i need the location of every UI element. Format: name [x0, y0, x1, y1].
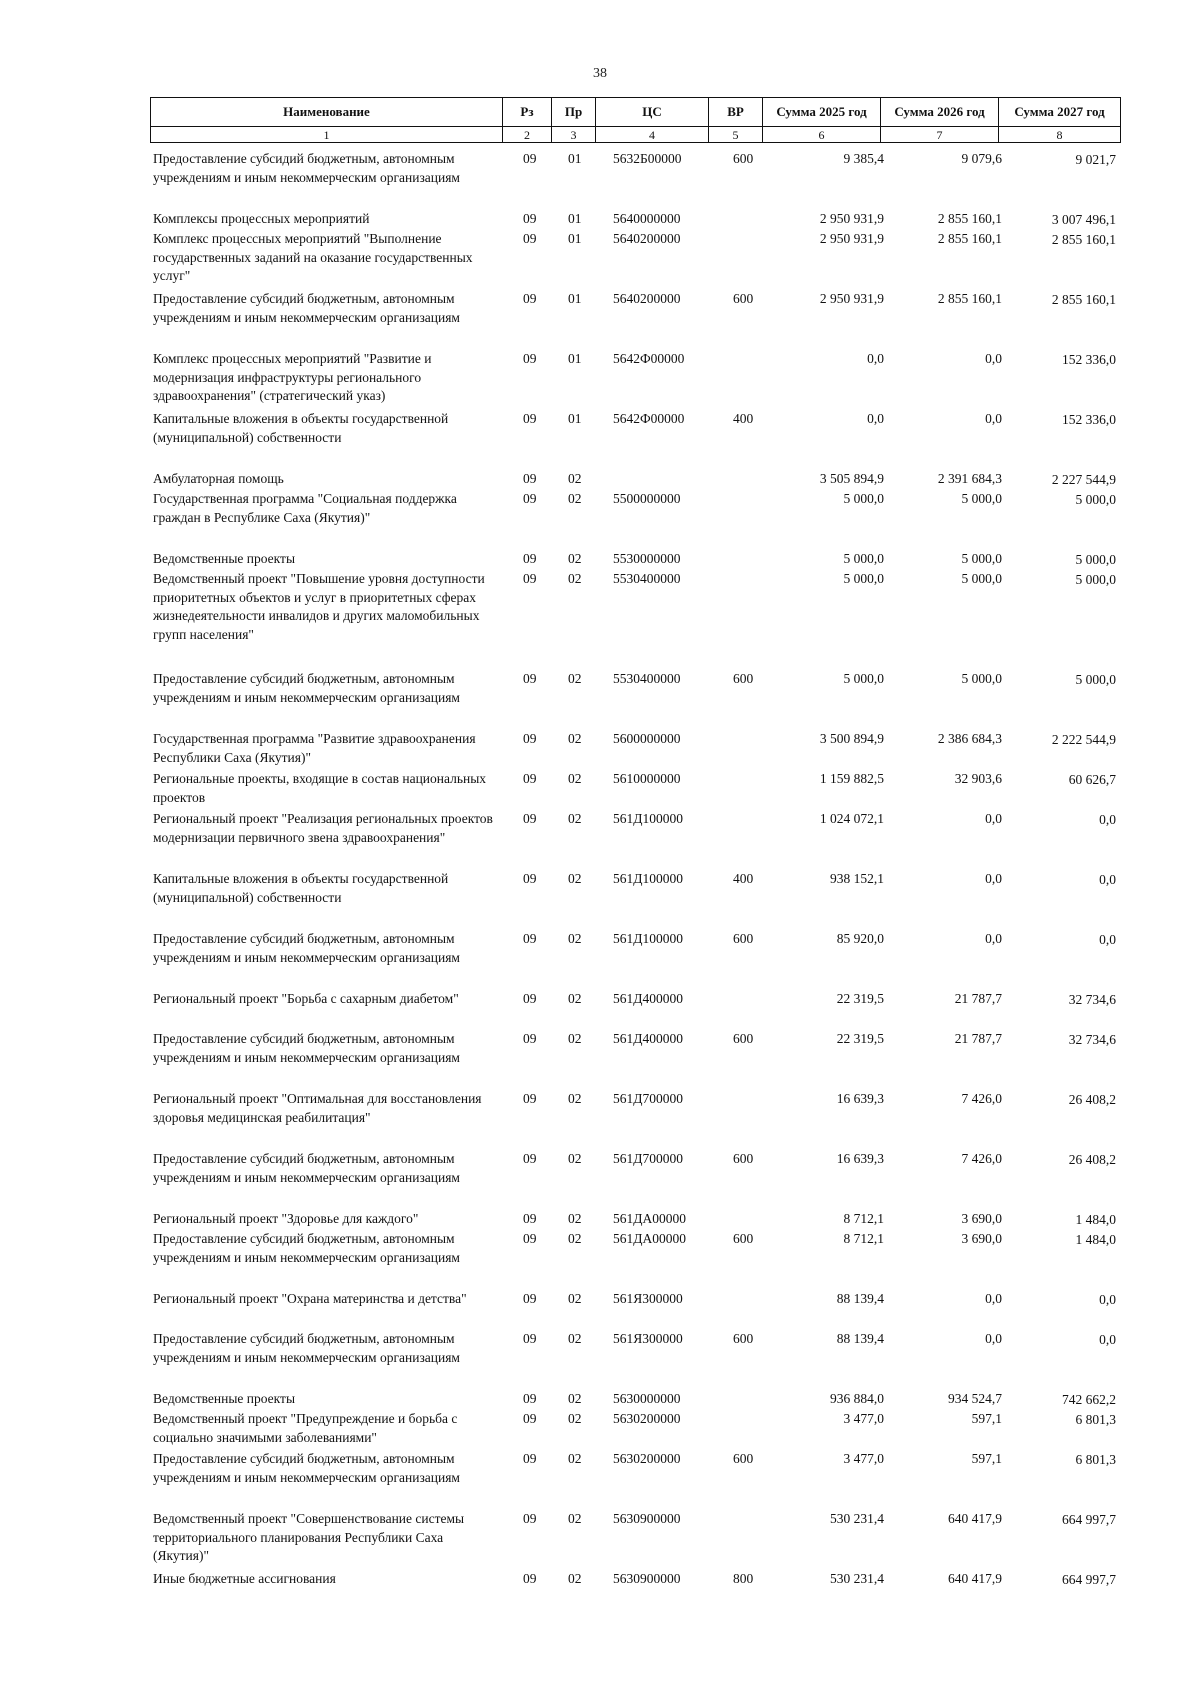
col-header-name: Наименование	[151, 98, 503, 127]
table-row	[150, 1230, 1120, 1290]
cell-rz: 09	[523, 931, 537, 946]
cell-cs: 5642Ф00000	[613, 411, 685, 426]
cell-sum-2026: 5 000,0	[961, 491, 1002, 506]
cell-sum-2026: 0,0	[985, 351, 1002, 366]
cell-sum-2027: 1 484,0	[1075, 1212, 1116, 1227]
cell-sum-2025: 5 000,0	[843, 671, 884, 686]
cell-name: Ведомственные проекты	[153, 551, 296, 566]
cell-vr: 600	[733, 151, 754, 166]
cell-rz: 09	[523, 671, 537, 686]
cell-name: Государственная программа "Социальная поддержка граждан в Республике Саха (Якутия)"	[153, 491, 457, 525]
cell-sum-2026: 3 690,0	[961, 1231, 1002, 1246]
cell-sum-2025: 2 950 931,9	[819, 291, 884, 306]
cell-sum-2025: 9 385,4	[843, 151, 884, 166]
cell-sum-2025: 16 639,3	[836, 1091, 884, 1106]
cell-sum-2027: 32 734,6	[1068, 1032, 1116, 1047]
cell-rz: 09	[523, 1571, 537, 1586]
cell-sum-2027: 32 734,6	[1068, 992, 1116, 1007]
cell-sum-2026: 0,0	[985, 871, 1002, 886]
cell-pr: 02	[568, 1091, 582, 1106]
cell-name: Иные бюджетные ассигнования	[153, 1571, 336, 1586]
cell-name: Предоставление субсидий бюджетным, автономным учреждениям и иным некоммерческим организациям	[153, 931, 460, 965]
cell-name: Ведомственный проект "Повышение уровня доступности приоритетных объектов и услуг в приоритетных сферах жизнедеятельности инвалидов и других маломобильных групп населения"	[153, 571, 485, 642]
cell-name: Региональные проекты, входящие в состав национальных проектов	[153, 771, 487, 805]
cell-sum-2027: 2 227 544,9	[1051, 472, 1116, 487]
cell-cs: 5630900000	[613, 1571, 681, 1586]
table-row	[150, 1290, 1120, 1330]
cell-rz: 09	[523, 471, 537, 486]
cell-cs: 561Д400000	[613, 1031, 683, 1046]
cell-name: Комплексы процессных мероприятий	[153, 211, 370, 226]
cell-pr: 02	[568, 1291, 582, 1306]
cell-cs: 5640200000	[613, 291, 681, 306]
cell-name: Предоставление субсидий бюджетным, автономным учреждениям и иным некоммерческим организациям	[153, 1031, 460, 1065]
cell-cs: 561Д700000	[613, 1151, 683, 1166]
cell-name: Региональный проект "Оптимальная для восстановления здоровья медицинская реабилитация"	[153, 1091, 482, 1125]
cell-sum-2025: 3 477,0	[843, 1451, 884, 1466]
cell-pr: 02	[568, 1391, 582, 1406]
cell-cs: 561ДА00000	[613, 1231, 686, 1246]
cell-sum-2026: 2 855 160,1	[937, 291, 1002, 306]
cell-cs: 561ДА00000	[613, 1211, 686, 1226]
cell-sum-2026: 640 417,9	[948, 1511, 1002, 1526]
col-header-rz: Рз	[503, 98, 552, 127]
table-row	[150, 930, 1120, 990]
cell-sum-2025: 85 920,0	[836, 931, 884, 946]
cell-sum-2027: 9 021,7	[1075, 152, 1116, 167]
table-body	[150, 150, 1120, 1590]
cell-pr: 02	[568, 1411, 582, 1426]
cell-sum-2026: 2 855 160,1	[937, 231, 1002, 246]
table-header	[150, 97, 1120, 144]
cell-rz: 09	[523, 1091, 537, 1106]
cell-pr: 02	[568, 1211, 582, 1226]
cell-sum-2026: 0,0	[985, 811, 1002, 826]
table-row	[150, 290, 1120, 350]
cell-rz: 09	[523, 411, 537, 426]
cell-cs: 5500000000	[613, 491, 681, 506]
cell-name: Предоставление субсидий бюджетным, автономным учреждениям и иным некоммерческим организациям	[153, 1331, 460, 1365]
cell-name: Региональный проект "Здоровье для каждого"	[153, 1211, 419, 1226]
col-number-5: 5	[709, 127, 763, 143]
cell-sum-2026: 3 690,0	[961, 1211, 1002, 1226]
cell-pr: 02	[568, 931, 582, 946]
cell-sum-2025: 5 000,0	[843, 551, 884, 566]
cell-rz: 09	[523, 1211, 537, 1226]
cell-sum-2027: 152 336,0	[1062, 352, 1116, 367]
cell-sum-2025: 5 000,0	[843, 571, 884, 586]
table-row	[150, 770, 1120, 810]
cell-pr: 01	[568, 351, 582, 366]
col-header-sum-2027: Сумма 2027 год	[999, 98, 1121, 127]
cell-sum-2027: 664 997,7	[1062, 1512, 1116, 1527]
cell-name: Предоставление субсидий бюджетным, автономным учреждениям и иным некоммерческим организациям	[153, 671, 460, 705]
col-number-7: 7	[881, 127, 999, 143]
cell-rz: 09	[523, 151, 537, 166]
cell-rz: 09	[523, 551, 537, 566]
cell-rz: 09	[523, 231, 537, 246]
cell-name: Комплекс процессных мероприятий "Развитие и модернизация инфраструктуры регионального здравоохранения" (стратегический указ)	[153, 351, 432, 403]
table-row	[150, 1330, 1120, 1390]
cell-sum-2026: 5 000,0	[961, 551, 1002, 566]
cell-pr: 02	[568, 1451, 582, 1466]
cell-pr: 02	[568, 671, 582, 686]
cell-sum-2025: 2 950 931,9	[819, 211, 884, 226]
table-row	[150, 550, 1120, 570]
col-header-sum-2025: Сумма 2025 год	[763, 98, 881, 127]
col-number-3: 3	[552, 127, 596, 143]
col-header-sum-2026: Сумма 2026 год	[881, 98, 999, 127]
cell-sum-2025: 8 712,1	[843, 1211, 884, 1226]
table-row	[150, 1150, 1120, 1210]
cell-cs: 561Д700000	[613, 1091, 683, 1106]
cell-vr: 600	[733, 671, 754, 686]
cell-name: Региональный проект "Реализация региональных проектов модернизации первичного звена здравоохранения"	[153, 811, 493, 845]
cell-sum-2026: 0,0	[985, 411, 1002, 426]
cell-vr: 600	[733, 1231, 754, 1246]
cell-sum-2025: 22 319,5	[836, 1031, 884, 1046]
cell-rz: 09	[523, 1451, 537, 1466]
table-row	[150, 1090, 1120, 1150]
cell-sum-2027: 0,0	[1099, 1292, 1116, 1307]
cell-cs: 561Д400000	[613, 991, 683, 1006]
cell-name: Ведомственный проект "Совершенствование системы территориального планирования Республики Саха (Якутия)"	[153, 1511, 465, 1563]
table-row	[150, 470, 1120, 490]
cell-rz: 09	[523, 1391, 537, 1406]
cell-sum-2025: 530 231,4	[830, 1571, 884, 1586]
cell-sum-2026: 0,0	[985, 1331, 1002, 1346]
cell-sum-2026: 32 903,6	[954, 771, 1002, 786]
table-row	[150, 730, 1120, 770]
cell-sum-2026: 2 855 160,1	[937, 211, 1002, 226]
cell-rz: 09	[523, 1291, 537, 1306]
cell-name: Капитальные вложения в объекты государственной (муниципальной) собственности	[153, 411, 449, 445]
cell-sum-2027: 152 336,0	[1062, 412, 1116, 427]
cell-sum-2027: 3 007 496,1	[1051, 212, 1116, 227]
cell-sum-2025: 5 000,0	[843, 491, 884, 506]
cell-rz: 09	[523, 811, 537, 826]
cell-cs: 5630000000	[613, 1391, 681, 1406]
cell-sum-2027: 742 662,2	[1062, 1392, 1116, 1407]
cell-vr: 800	[733, 1571, 754, 1586]
cell-sum-2027: 5 000,0	[1075, 572, 1116, 587]
cell-pr: 01	[568, 411, 582, 426]
cell-sum-2027: 5 000,0	[1075, 672, 1116, 687]
cell-sum-2026: 597,1	[971, 1411, 1002, 1426]
table-row	[150, 1570, 1120, 1590]
cell-sum-2025: 1 159 882,5	[819, 771, 884, 786]
cell-sum-2025: 16 639,3	[836, 1151, 884, 1166]
cell-rz: 09	[523, 1411, 537, 1426]
table-row	[150, 210, 1120, 230]
cell-sum-2026: 2 391 684,3	[937, 471, 1002, 486]
cell-sum-2027: 1 484,0	[1075, 1232, 1116, 1247]
cell-name: Капитальные вложения в объекты государственной (муниципальной) собственности	[153, 871, 449, 905]
cell-pr: 01	[568, 231, 582, 246]
cell-pr: 02	[568, 1331, 582, 1346]
cell-vr: 600	[733, 1331, 754, 1346]
cell-rz: 09	[523, 1231, 537, 1246]
cell-sum-2025: 3 500 894,9	[819, 731, 884, 746]
header-table	[150, 97, 1121, 143]
cell-cs: 5632Б00000	[613, 151, 682, 166]
cell-pr: 01	[568, 211, 582, 226]
col-header-cs: ЦС	[596, 98, 709, 127]
cell-rz: 09	[523, 351, 537, 366]
cell-sum-2026: 640 417,9	[948, 1571, 1002, 1586]
cell-cs: 5640200000	[613, 231, 681, 246]
cell-sum-2027: 5 000,0	[1075, 492, 1116, 507]
cell-sum-2025: 3 505 894,9	[819, 471, 884, 486]
cell-pr: 02	[568, 471, 582, 486]
cell-name: Предоставление субсидий бюджетным, автономным учреждениям и иным некоммерческим организациям	[153, 1451, 460, 1485]
cell-cs: 5600000000	[613, 731, 681, 746]
cell-cs: 5530000000	[613, 551, 681, 566]
table-row	[150, 1410, 1120, 1450]
cell-sum-2025: 530 231,4	[830, 1511, 884, 1526]
cell-cs: 5610000000	[613, 771, 681, 786]
table-row	[150, 410, 1120, 470]
table-row	[150, 230, 1120, 290]
col-number-8: 8	[999, 127, 1121, 143]
cell-name: Предоставление субсидий бюджетным, автономным учреждениям и иным некоммерческим организациям	[153, 291, 460, 325]
table-row	[150, 1210, 1120, 1230]
cell-name: Амбулаторная помощь	[153, 471, 284, 486]
cell-sum-2027: 5 000,0	[1075, 552, 1116, 567]
cell-sum-2025: 8 712,1	[843, 1231, 884, 1246]
cell-sum-2027: 2 855 160,1	[1051, 232, 1116, 247]
cell-sum-2025: 88 139,4	[836, 1331, 884, 1346]
cell-sum-2027: 0,0	[1099, 812, 1116, 827]
cell-sum-2025: 3 477,0	[843, 1411, 884, 1426]
cell-rz: 09	[523, 731, 537, 746]
cell-cs: 5640000000	[613, 211, 681, 226]
cell-cs: 561Д100000	[613, 931, 683, 946]
cell-cs: 5530400000	[613, 671, 681, 686]
cell-pr: 02	[568, 811, 582, 826]
cell-sum-2027: 2 855 160,1	[1051, 292, 1116, 307]
cell-rz: 09	[523, 1331, 537, 1346]
cell-sum-2027: 26 408,2	[1068, 1092, 1116, 1107]
cell-sum-2025: 938 152,1	[830, 871, 884, 886]
cell-vr: 600	[733, 1151, 754, 1166]
cell-cs: 561Д100000	[613, 871, 683, 886]
cell-cs: 5642Ф00000	[613, 351, 685, 366]
cell-sum-2026: 934 524,7	[948, 1391, 1002, 1406]
col-header-pr: Пр	[552, 98, 596, 127]
cell-pr: 02	[568, 1031, 582, 1046]
cell-sum-2026: 21 787,7	[954, 991, 1002, 1006]
cell-sum-2027: 664 997,7	[1062, 1572, 1116, 1587]
cell-sum-2026: 7 426,0	[961, 1151, 1002, 1166]
cell-vr: 600	[733, 1031, 754, 1046]
table-row	[150, 150, 1120, 210]
cell-rz: 09	[523, 1151, 537, 1166]
cell-vr: 600	[733, 931, 754, 946]
cell-name: Предоставление субсидий бюджетным, автономным учреждениям и иным некоммерческим организациям	[153, 1151, 460, 1185]
cell-pr: 01	[568, 291, 582, 306]
cell-sum-2025: 1 024 072,1	[819, 811, 884, 826]
col-number-1: 1	[151, 127, 503, 143]
cell-cs: 561Я300000	[613, 1331, 683, 1346]
cell-name: Государственная программа "Развитие здравоохранения Республики Саха (Якутия)"	[153, 731, 476, 765]
col-number-6: 6	[763, 127, 881, 143]
table-row	[150, 1390, 1120, 1410]
cell-pr: 02	[568, 1151, 582, 1166]
table-row	[150, 870, 1120, 930]
cell-sum-2027: 0,0	[1099, 872, 1116, 887]
cell-sum-2025: 2 950 931,9	[819, 231, 884, 246]
table-row	[150, 990, 1120, 1030]
cell-rz: 09	[523, 1511, 537, 1526]
table-row	[150, 490, 1120, 550]
cell-pr: 02	[568, 991, 582, 1006]
cell-pr: 02	[568, 571, 582, 586]
cell-cs: 5630200000	[613, 1451, 681, 1466]
cell-pr: 02	[568, 1511, 582, 1526]
cell-rz: 09	[523, 491, 537, 506]
cell-vr: 600	[733, 1451, 754, 1466]
cell-sum-2026: 5 000,0	[961, 571, 1002, 586]
cell-sum-2025: 936 884,0	[830, 1391, 884, 1406]
cell-rz: 09	[523, 291, 537, 306]
cell-pr: 01	[568, 151, 582, 166]
cell-vr: 600	[733, 291, 754, 306]
cell-sum-2027: 6 801,3	[1075, 1452, 1116, 1467]
col-header-vr: ВР	[709, 98, 763, 127]
cell-cs: 5630200000	[613, 1411, 681, 1426]
table-row	[150, 810, 1120, 870]
cell-rz: 09	[523, 211, 537, 226]
cell-vr: 400	[733, 411, 754, 426]
cell-sum-2025: 88 139,4	[836, 1291, 884, 1306]
cell-sum-2027: 2 222 544,9	[1051, 732, 1116, 747]
page-number: 38	[593, 66, 607, 81]
cell-sum-2026: 7 426,0	[961, 1091, 1002, 1106]
cell-rz: 09	[523, 871, 537, 886]
cell-pr: 02	[568, 771, 582, 786]
cell-cs: 5530400000	[613, 571, 681, 586]
table-row	[150, 1510, 1120, 1570]
cell-sum-2026: 0,0	[985, 931, 1002, 946]
cell-sum-2026: 9 079,6	[961, 151, 1002, 166]
cell-vr: 400	[733, 871, 754, 886]
cell-sum-2027: 0,0	[1099, 1332, 1116, 1347]
cell-pr: 02	[568, 731, 582, 746]
table-row	[150, 350, 1120, 410]
cell-pr: 02	[568, 1571, 582, 1586]
cell-cs: 561Я300000	[613, 1291, 683, 1306]
cell-sum-2025: 0,0	[867, 411, 884, 426]
table-row	[150, 570, 1120, 670]
cell-name: Комплекс процессных мероприятий "Выполнение государственных заданий на оказание государственных услуг"	[153, 231, 473, 283]
col-number-4: 4	[596, 127, 709, 143]
cell-rz: 09	[523, 1031, 537, 1046]
cell-rz: 09	[523, 571, 537, 586]
cell-rz: 09	[523, 771, 537, 786]
cell-name: Ведомственный проект "Предупреждение и борьба с социально значимыми заболеваниями"	[153, 1411, 458, 1445]
cell-cs: 5630900000	[613, 1511, 681, 1526]
cell-name: Региональный проект "Охрана материнства и детства"	[153, 1291, 467, 1306]
cell-sum-2026: 0,0	[985, 1291, 1002, 1306]
cell-sum-2025: 22 319,5	[836, 991, 884, 1006]
cell-name: Ведомственные проекты	[153, 1391, 296, 1406]
cell-sum-2025: 0,0	[867, 351, 884, 366]
cell-sum-2027: 26 408,2	[1068, 1152, 1116, 1167]
table-row	[150, 670, 1120, 730]
cell-sum-2027: 6 801,3	[1075, 1412, 1116, 1427]
cell-sum-2027: 0,0	[1099, 932, 1116, 947]
cell-sum-2027: 60 626,7	[1068, 772, 1116, 787]
cell-sum-2026: 21 787,7	[954, 1031, 1002, 1046]
cell-pr: 02	[568, 871, 582, 886]
cell-name: Предоставление субсидий бюджетным, автономным учреждениям и иным некоммерческим организациям	[153, 151, 460, 185]
cell-pr: 02	[568, 1231, 582, 1246]
cell-rz: 09	[523, 991, 537, 1006]
cell-pr: 02	[568, 491, 582, 506]
table-row	[150, 1030, 1120, 1090]
col-number-2: 2	[503, 127, 552, 143]
table-row	[150, 1450, 1120, 1510]
cell-cs: 561Д100000	[613, 811, 683, 826]
cell-name: Предоставление субсидий бюджетным, автономным учреждениям и иным некоммерческим организациям	[153, 1231, 460, 1265]
cell-sum-2026: 5 000,0	[961, 671, 1002, 686]
cell-sum-2026: 2 386 684,3	[937, 731, 1002, 746]
cell-sum-2026: 597,1	[971, 1451, 1002, 1466]
cell-name: Региональный проект "Борьба с сахарным диабетом"	[153, 991, 459, 1006]
cell-pr: 02	[568, 551, 582, 566]
